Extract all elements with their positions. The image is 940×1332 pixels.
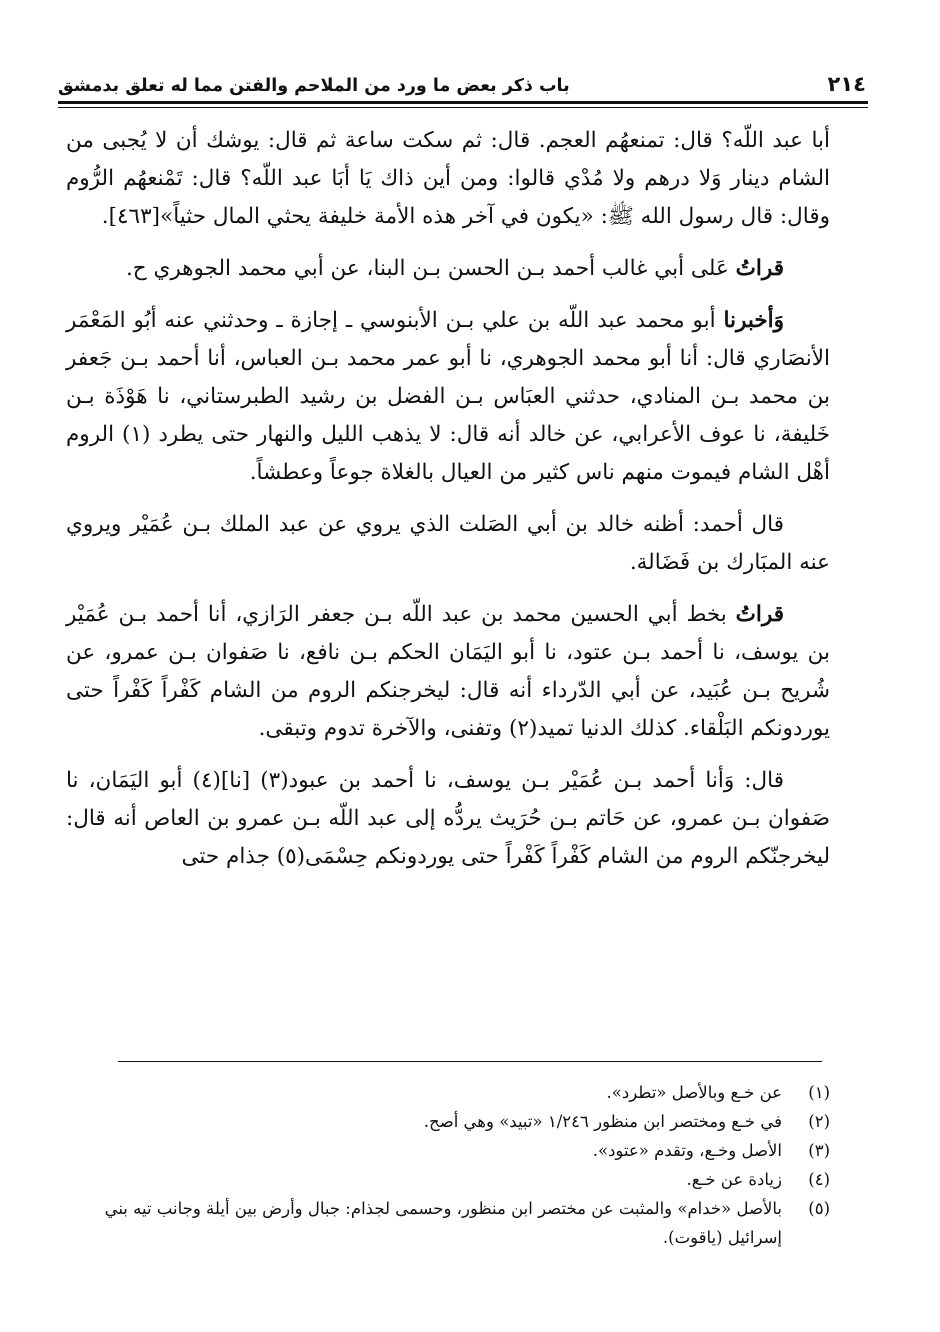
footnote-text: بالأصل «خدام» والمثبت عن مختصر ابن منظور، وحسمى لجذام: جبال وأرض بين أيلة وجانب تيه بني إسرائيل (ياقوت).: [104, 1199, 782, 1247]
running-title: باب ذكر بعض ما ورد من الملاحم والفتن مما له تعلق بدمشق: [58, 76, 570, 96]
paragraph: [66, 762, 830, 876]
footnote-text: الأصل وخـع، وتقدم «عتود».: [592, 1141, 782, 1160]
footnote-rule: [118, 1061, 822, 1062]
paragraph: [66, 596, 830, 748]
footnote: [76, 1136, 830, 1165]
footnotes: [76, 1078, 830, 1252]
footnote-text: عن خـع وبالأصل «تطرد».: [606, 1083, 782, 1102]
paragraph-lead: وَأخبرنا: [723, 308, 784, 333]
footnote-number: (١): [808, 1083, 830, 1102]
paragraph: [66, 122, 830, 236]
footnote: [76, 1078, 830, 1107]
footnote-number: (٥): [808, 1199, 830, 1218]
footnote-number: (٢): [808, 1112, 830, 1131]
footnote-number: (٣): [808, 1141, 830, 1160]
paragraph-lead: قراتُ: [735, 256, 784, 281]
footnote: [76, 1194, 830, 1252]
paragraph-text: أبو محمد عبد اللّه بن علي بـن الأبنوسي ـ إجازة ـ وحدثني عنه أبُو المَعْمَر الأنصَاري قال: أنا أبو محمد الجوهري، نا أبو عمر محمد بـن العباس، أنا أحمد بـن جَعفر بن محمد بـن المنادي، حدثني العبَاس بـن الفضل بن رشيد الطبرستاني، نا هَوْذَة بـن خَليفة، نا عوف الأعرابي، عن خالد أنه قال: لا يذهب الليل والنهار حتى يطرد (١) الروم أهْل الشام فيموت منهم ناس كثير من العيال بالغلاة جوعاً وعطشاً.: [66, 308, 830, 485]
footnote: [76, 1165, 830, 1194]
paragraph-lead: قراتُ: [735, 602, 784, 627]
footnote-text: زيادة عن خـع.: [686, 1170, 782, 1189]
paragraph-text: أبا عبد اللّه؟ قال: تمنعهُم العجم. قال: ثم سكت ساعة ثم قال: يوشك أن لا يُجبى من الشام دينار وَلا درهم ولا مُدْي قالوا: ومن أين ذاك يَا أبَا عبد اللّه؟ قال: تَمْنعهُم الرُّوم وقال: قال رسول الله ﷺ: «يكون في آخر هذه الأمة خليفة يحثي المال حثياً»[٤٦٣].: [66, 128, 830, 229]
footnote-text: في خـع ومختصر ابن منظور ١/٢٤٦ «تبيد» وهي أصح.: [423, 1112, 782, 1131]
paragraph: [66, 250, 830, 288]
page-number: ٢١٤: [827, 72, 866, 96]
footnote-number: (٤): [808, 1170, 830, 1189]
paragraph: [66, 302, 830, 492]
paragraph-text: قال أحمد: أظنه خالد بن أبي الصَلت الذي يروي عن عبد الملك بـن عُمَيْر ويروي عنه المبَارك بن فَضَالة.: [66, 512, 830, 575]
paragraph-text: بخط أبي الحسين محمد بن عبد اللّه بـن جعفر الرَازي، أنا أحمد بـن عُمَيْر بن يوسف، نا أحمد بـن عتود، نا أبو اليَمَان الحكم بـن نافع، نا صَفوان بـن عمرو، عن شُريح بـن عُبَيد، عن أبي الدّرداء أنه قال: ليخرجنكم الروم من الشام كَفْراً كَفْراً حتى يوردونكم البَلْقاء. كذلك الدنيا تميد(٢) وتفنى، والآخرة تدوم وتبقى.: [66, 602, 830, 741]
paragraph-text: عَلى أبي غالب أحمد بـن الحسن بـن البنا، عن أبي محمد الجوهري ح.: [125, 256, 736, 281]
paragraph-text: قال: وَأنا أحمد بـن عُمَيْر بـن يوسف، نا أحمد بن عبود(٣) [نا](٤) أبو اليَمَان، نا صَفوان بـن عمرو، عن حَاتم بـن حُرَيث يردُّه إلى عبد اللّه بـن عمرو بن العاص أنه قال: ليخرجنّكم الروم من الشام كَفْراً كَفْراً حتى يوردونكم حِسْمَى(٥) جذام حتى: [66, 768, 830, 869]
footnote: [76, 1107, 830, 1136]
main-text: [66, 122, 830, 890]
paragraph: [66, 506, 830, 582]
page-header: [58, 56, 866, 96]
header-rule: [58, 101, 868, 108]
